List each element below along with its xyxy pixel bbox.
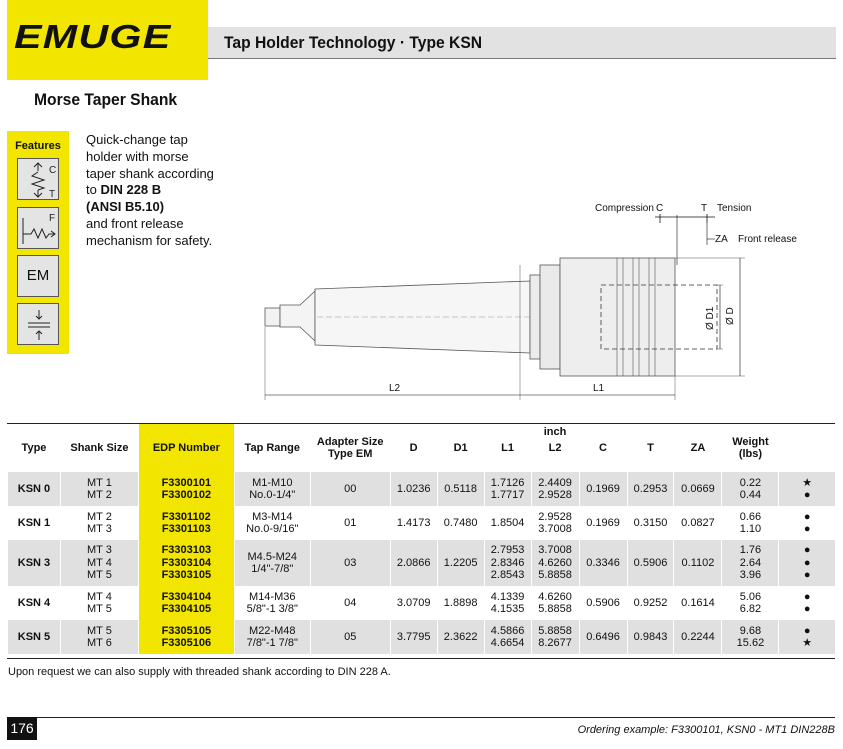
za-cell: 0.0827 bbox=[674, 506, 722, 540]
col-za: ZA bbox=[674, 424, 722, 472]
col-t: T bbox=[627, 424, 674, 472]
emuge-logo: EMUGE bbox=[14, 18, 172, 55]
axial-float-icon bbox=[17, 303, 59, 345]
col-tap-range: Tap Range bbox=[234, 424, 310, 472]
t-cell: 0.9252 bbox=[627, 586, 674, 620]
adapter-cell: 05 bbox=[310, 620, 390, 654]
col-weight: Weight (lbs) bbox=[722, 424, 779, 472]
table-row bbox=[8, 472, 836, 506]
shank-size-cell: MT 2 MT 3 bbox=[60, 506, 138, 540]
product-description: Quick-change tap holder with morse taper shank according to DIN 228 B (ANSI B5.10) and front release mechanism for safety. bbox=[86, 132, 214, 248]
za-cell: 0.1614 bbox=[674, 586, 722, 620]
d-cell: 3.0709 bbox=[390, 586, 437, 620]
technical-drawing bbox=[255, 195, 815, 405]
c-cell: 0.5906 bbox=[579, 586, 627, 620]
adapter-cell: 04 bbox=[310, 586, 390, 620]
c-cell: 0.1969 bbox=[579, 472, 627, 506]
edp-number-cell: F3303103 F3303104 F3303105 bbox=[138, 540, 234, 586]
shank-size-cell: MT 3 MT 4 MT 5 bbox=[60, 540, 138, 586]
t-cell: 0.5906 bbox=[627, 540, 674, 586]
em-adapter-icon bbox=[17, 255, 59, 297]
d1-cell: 0.5118 bbox=[437, 472, 484, 506]
footnote: Upon request we can also supply with threaded shank according to DIN 228 A. bbox=[8, 666, 391, 678]
za-text: ZA bbox=[715, 234, 728, 245]
tap-range-cell: M22-M48 7/8"-1 7/8" bbox=[234, 620, 310, 654]
features-label: Features bbox=[15, 140, 61, 152]
d1-label: Ø D1 bbox=[705, 306, 716, 330]
edp-number-cell: F3300101 F3300102 bbox=[138, 472, 234, 506]
col-l2: inch L2 bbox=[531, 424, 579, 472]
adapter-cell: 01 bbox=[310, 506, 390, 540]
table-row bbox=[8, 506, 836, 540]
footer-divider bbox=[37, 717, 835, 718]
col-edp: EDP Number bbox=[138, 424, 234, 472]
weight-cell: 5.06 6.82 bbox=[722, 586, 779, 620]
weight-cell: 9.68 15.62 bbox=[722, 620, 779, 654]
shank-size-cell: MT 4 MT 5 bbox=[60, 586, 138, 620]
l1-cell: 1.7126 1.7717 bbox=[484, 472, 531, 506]
t-text: T bbox=[701, 203, 708, 214]
unit-label: inch bbox=[543, 426, 567, 438]
adapter-cell: 00 bbox=[310, 472, 390, 506]
col-shank-size: Shank Size bbox=[60, 424, 138, 472]
type-cell: KSN 1 bbox=[8, 506, 61, 540]
d-cell: 3.7795 bbox=[390, 620, 437, 654]
shank-size-cell: MT 5 MT 6 bbox=[60, 620, 138, 654]
c-cell: 0.6496 bbox=[579, 620, 627, 654]
l1-cell: 2.7953 2.8346 2.8543 bbox=[484, 540, 531, 586]
spec-table bbox=[7, 424, 835, 654]
col-availability bbox=[779, 424, 835, 472]
weight-cell: 1.76 2.64 3.96 bbox=[722, 540, 779, 586]
availability-cell: ● ● bbox=[779, 586, 835, 620]
section-title: Morse Taper Shank bbox=[34, 90, 178, 109]
l2-cell: 2.9528 3.7008 bbox=[531, 506, 579, 540]
front-release-label: F bbox=[49, 213, 56, 224]
col-d1: D1 bbox=[437, 424, 484, 472]
compression-label: C bbox=[49, 165, 57, 176]
tap-range-cell: M3-M14 No.0-9/16" bbox=[234, 506, 310, 540]
d1-cell: 2.3622 bbox=[437, 620, 484, 654]
col-l1: L1 bbox=[484, 424, 531, 472]
tension-label: T bbox=[49, 189, 56, 200]
l2-cell: 4.6260 5.8858 bbox=[531, 586, 579, 620]
edp-number-cell: F3305105 F3305106 bbox=[138, 620, 234, 654]
za-cell: 0.2244 bbox=[674, 620, 722, 654]
front-release-icon bbox=[17, 207, 59, 249]
za-cell: 0.1102 bbox=[674, 540, 722, 586]
c-cell: 0.3346 bbox=[579, 540, 627, 586]
l1-cell: 4.1339 4.1535 bbox=[484, 586, 531, 620]
za-cell: 0.0669 bbox=[674, 472, 722, 506]
table-row bbox=[8, 620, 836, 654]
d-cell: 2.0866 bbox=[390, 540, 437, 586]
compression-text: Compression bbox=[595, 203, 654, 214]
table-row bbox=[8, 540, 836, 586]
type-cell: KSN 3 bbox=[8, 540, 61, 586]
type-cell: KSN 0 bbox=[8, 472, 61, 506]
table-row bbox=[8, 586, 836, 620]
l1-cell: 1.8504 bbox=[484, 506, 531, 540]
l2-cell: 5.8858 8.2677 bbox=[531, 620, 579, 654]
l2-cell: 3.7008 4.6260 5.8858 bbox=[531, 540, 579, 586]
availability-cell: ● ● ● bbox=[779, 540, 835, 586]
tension-text: Tension bbox=[717, 203, 752, 214]
t-cell: 0.2953 bbox=[627, 472, 674, 506]
c-cell: 0.1969 bbox=[579, 506, 627, 540]
l2-cell: 2.4409 2.9528 bbox=[531, 472, 579, 506]
d-label: Ø D bbox=[725, 307, 736, 325]
c-text: C bbox=[656, 203, 664, 214]
page-title: Tap Holder Technology · Type KSN bbox=[224, 33, 483, 52]
header-divider bbox=[208, 58, 836, 59]
availability-cell: ★ ● bbox=[779, 472, 835, 506]
type-cell: KSN 5 bbox=[8, 620, 61, 654]
col-type: Type bbox=[8, 424, 61, 472]
tap-range-cell: M14-M36 5/8"-1 3/8" bbox=[234, 586, 310, 620]
l1-cell: 4.5866 4.6654 bbox=[484, 620, 531, 654]
d1-cell: 0.7480 bbox=[437, 506, 484, 540]
tap-range-cell: M1-M10 No.0-1/4" bbox=[234, 472, 310, 506]
weight-cell: 0.66 1.10 bbox=[722, 506, 779, 540]
col-adapter: Adapter Size Type EM bbox=[310, 424, 390, 472]
page-number: 176 bbox=[7, 717, 37, 740]
l2-label: L2 bbox=[389, 383, 401, 394]
front-release-text: Front release bbox=[738, 234, 797, 245]
d-cell: 1.0236 bbox=[390, 472, 437, 506]
edp-number-cell: F3301102 F3301103 bbox=[138, 506, 234, 540]
shank-size-cell: MT 1 MT 2 bbox=[60, 472, 138, 506]
ordering-example: Ordering example: F3300101, KSN0 - MT1 DIN228B bbox=[577, 724, 835, 736]
tap-range-cell: M4.5-M24 1/4"-7/8" bbox=[234, 540, 310, 586]
spec-table-body bbox=[8, 472, 836, 654]
d-cell: 1.4173 bbox=[390, 506, 437, 540]
t-cell: 0.9843 bbox=[627, 620, 674, 654]
weight-cell: 0.22 0.44 bbox=[722, 472, 779, 506]
compression-tension-icon bbox=[17, 158, 59, 200]
l1-label: L1 bbox=[593, 383, 605, 394]
col-d: D bbox=[390, 424, 437, 472]
d1-cell: 1.2205 bbox=[437, 540, 484, 586]
em-label: EM bbox=[26, 267, 50, 284]
edp-number-cell: F3304104 F3304105 bbox=[138, 586, 234, 620]
availability-cell: ● ★ bbox=[779, 620, 835, 654]
d1-cell: 1.8898 bbox=[437, 586, 484, 620]
type-cell: KSN 4 bbox=[8, 586, 61, 620]
adapter-cell: 03 bbox=[310, 540, 390, 586]
col-c: C bbox=[579, 424, 627, 472]
table-bottom-rule bbox=[7, 658, 835, 659]
availability-cell: ● ● bbox=[779, 506, 835, 540]
t-cell: 0.3150 bbox=[627, 506, 674, 540]
